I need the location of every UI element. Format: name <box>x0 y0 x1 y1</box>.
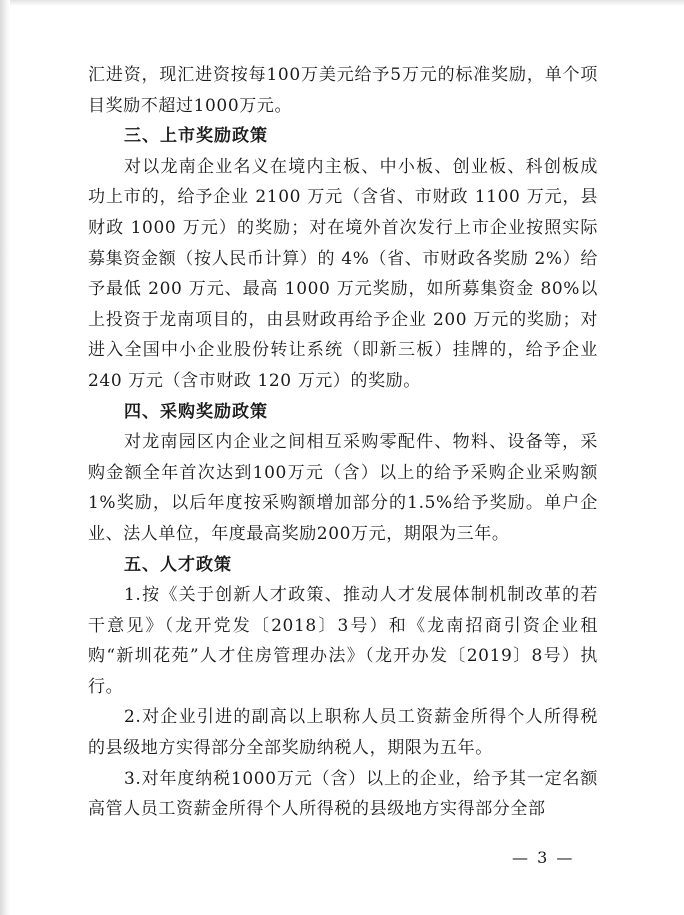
paragraph-talent-item-2: 2.对企业引进的副高以上职称人员工资薪金所得个人所得税的县级地方实得部分全部奖励纳税人，期限为五年。 <box>88 707 598 759</box>
paragraph-talent-item-3: 3.对年度纳税1000万元（含）以上的企业，给予其一定名额高管人员工资薪金所得个人所得税的县级地方实得部分全部 <box>88 768 598 820</box>
paragraph-continuation: 汇进资，现汇进资按每100万美元给予5万元的标准奖励，单个项目奖励不超过1000万元。 <box>88 65 598 116</box>
section-heading-talent: 五、人才政策 <box>124 554 232 575</box>
section-heading-listing: 三、上市奖励政策 <box>124 126 268 147</box>
paragraph-talent-item-1: 1.按《关于创新人才政策、推动人才发展体制机制改革的若干意见》（龙开党发〔2018〕3号）和《龙南招商引资企业租购“新圳花苑”人才住房管理办法》（龙开办发〔2019〕8号）执行。 <box>88 585 598 697</box>
paragraph-listing-policy: 对以龙南企业名义在境内主板、中小板、创业板、科创板成功上市的，给予企业 2100 万元（含省、市财政 1100 万元，县财政 1000 万元）的奖励；对在境外首次发行上市企业按照实际募集资金额（按人民币计算）的 4%（省、市财政各奖励 2%）给予最低 200 万元、最高 1000 万元奖励，如所募集资金 80%以上投资于龙南项目的，由县财政再给予企业 200 万元的奖励；对进入全国中小企业股份转让系统（即新三板）挂牌的，给予企业 240 万元（含市财政 120 万元）的奖励。 <box>88 156 598 391</box>
paragraph-procurement-policy: 对龙南园区内企业之间相互采购零配件、物料、设备等，采购金额全年首次达到100万元（含）以上的给予采购企业采购额1%奖励，以后年度按采购额增加部分的1.5%给予奖励。单户企业、法人单位，年度最高奖励200万元，期限为三年。 <box>88 432 598 544</box>
section-heading-procurement: 四、采购奖励政策 <box>124 401 268 422</box>
page-number: — 3 — <box>512 848 575 867</box>
page-left-edge <box>0 0 10 915</box>
page-top-edge <box>0 0 684 6</box>
document-body <box>88 60 598 825</box>
